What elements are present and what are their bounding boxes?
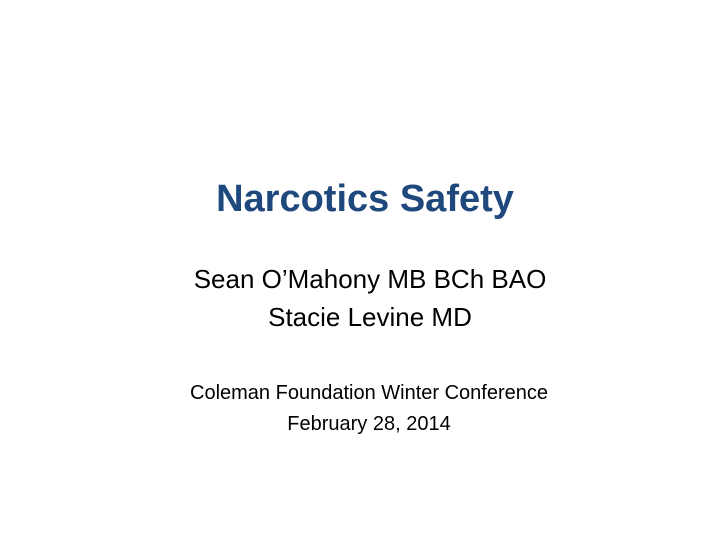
event-date: February 28, 2014 xyxy=(287,413,451,435)
event-name: Coleman Foundation Winter Conference xyxy=(190,382,548,404)
author-line: Sean O’Mahony MB BCh BAO xyxy=(193,264,547,294)
author-list xyxy=(0,260,720,336)
author-line: Stacie Levine MD xyxy=(268,302,472,332)
slide-title: Narcotics Safety xyxy=(216,178,514,220)
event-info xyxy=(0,378,720,440)
